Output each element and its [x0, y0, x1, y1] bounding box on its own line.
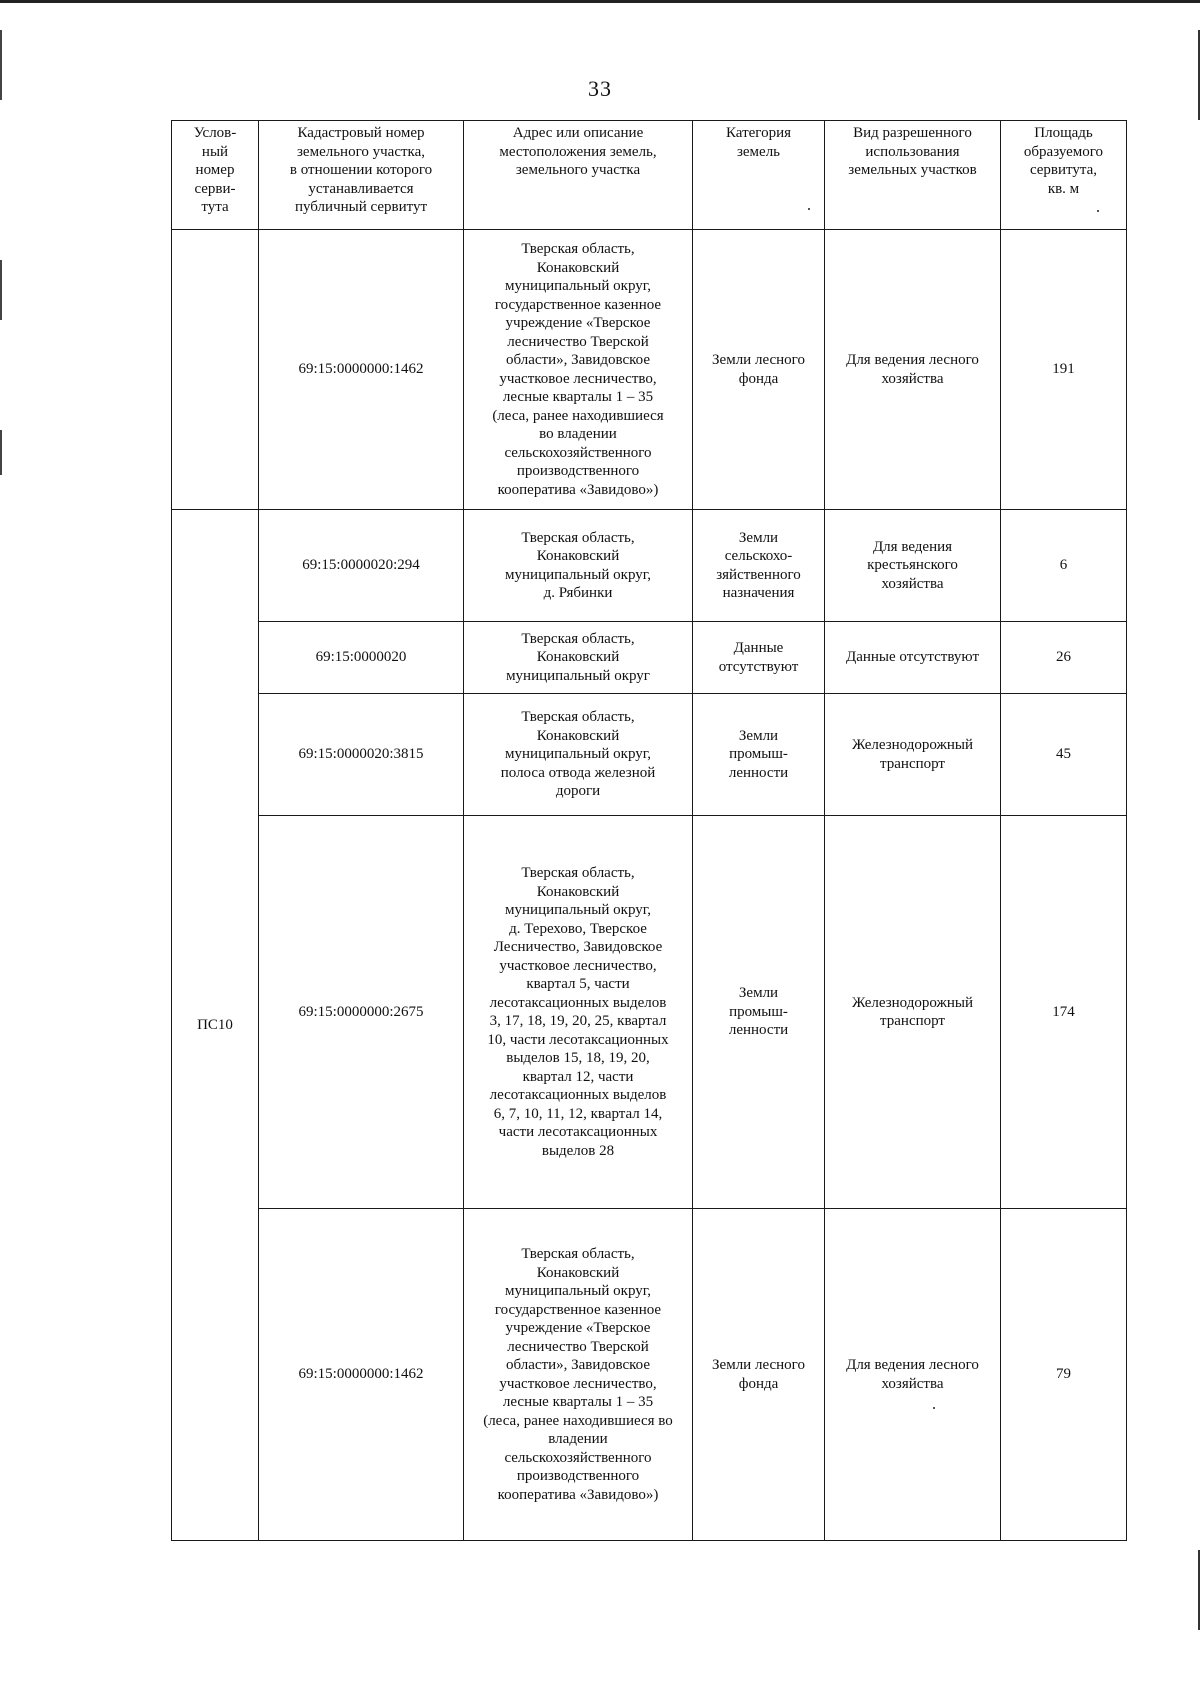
- cadastral-number-cell: 69:15:0000020: [259, 622, 464, 694]
- land-category-cell: Земли лесного фонда: [693, 230, 825, 510]
- header-cadastral-number: Кадастровый номер земельного участка, в отношении которого устанавливается публичный сервитут: [259, 121, 464, 230]
- header-land-category: Категория земель: [693, 121, 825, 230]
- header-address: Адрес или описание местоположения земель, земельного участка: [464, 121, 693, 230]
- land-category-cell: Земли промыш- ленности: [693, 694, 825, 816]
- permitted-use-cell: Данные отсутствуют: [825, 622, 1001, 694]
- servitude-area-cell: 45: [1001, 694, 1127, 816]
- address-cell: Тверская область, Конаковский муниципальный округ, д. Рябинки: [464, 510, 693, 622]
- header-servitude-area: Площадь образуемого сервитута, кв. м: [1001, 121, 1127, 230]
- scan-edge-left: [0, 260, 2, 320]
- table-row: [172, 510, 1127, 622]
- land-category-cell: Данные отсутствуют: [693, 622, 825, 694]
- address-cell: Тверская область, Конаковский муниципальный округ: [464, 622, 693, 694]
- table-row: [172, 1209, 1127, 1541]
- address-cell: Тверская область, Конаковский муниципальный округ, полоса отвода железной дороги: [464, 694, 693, 816]
- land-category-cell: Земли промыш- ленности: [693, 816, 825, 1209]
- servitude-number-cell: ПС10: [172, 510, 259, 1541]
- servitude-number-cell: [172, 230, 259, 510]
- cadastral-number-cell: 69:15:0000000:2675: [259, 816, 464, 1209]
- table-row: [172, 816, 1127, 1209]
- table-header-row: [172, 121, 1127, 230]
- cadastral-number-cell: 69:15:0000020:294: [259, 510, 464, 622]
- cadastral-number-cell: 69:15:0000000:1462: [259, 1209, 464, 1541]
- table-row: [172, 694, 1127, 816]
- permitted-use-cell: Для ведения крестьянского хозяйства: [825, 510, 1001, 622]
- servitude-area-cell: 79: [1001, 1209, 1127, 1541]
- permitted-use-cell: Для ведения лесного хозяйства: [825, 1209, 1001, 1541]
- land-category-cell: Земли сельскохо- зяйственного назначения: [693, 510, 825, 622]
- permitted-use-cell: Железнодорожный транспорт: [825, 816, 1001, 1209]
- scan-edge-top: [0, 0, 1200, 3]
- address-cell: Тверская область, Конаковский муниципальный округ, государственное казенное учреждение «Тверское лесничество Тверской области», Завидовское участковое лесничество, лесные кварталы 1 – 35 (леса, ранее находившиеся во владении сельскохозяйственного производственного кооператива «Завидово»): [464, 1209, 693, 1541]
- servitude-area-cell: 6: [1001, 510, 1127, 622]
- scan-speck: [1097, 210, 1099, 212]
- header-servitude-number: Услов- ный номер серви- тута: [172, 121, 259, 230]
- servitude-table: [171, 120, 1127, 1541]
- scan-speck: [808, 208, 810, 210]
- servitude-area-cell: 174: [1001, 816, 1127, 1209]
- permitted-use-cell: Для ведения лесного хозяйства: [825, 230, 1001, 510]
- scan-edge-left: [0, 430, 2, 475]
- header-permitted-use: Вид разрешенного использования земельных участков: [825, 121, 1001, 230]
- land-category-cell: Земли лесного фонда: [693, 1209, 825, 1541]
- servitude-area-cell: 191: [1001, 230, 1127, 510]
- table-row: [172, 230, 1127, 510]
- address-cell: Тверская область, Конаковский муниципальный округ, д. Терехово, Тверское Лесничество, Завидовское участковое лесничество, квартал 5, части лесотаксационных выделов 3, 17, 18, 19, 20, 25, квартал 10, части лесотаксационных выделов 15, 18, 19, 20, квартал 12, части лесотаксационных выделов 6, 7, 10, 11, 12, квартал 14, части лесотаксационных выделов 28: [464, 816, 693, 1209]
- cadastral-number-cell: 69:15:0000020:3815: [259, 694, 464, 816]
- page-number: 33: [588, 76, 612, 101]
- table-row: [172, 622, 1127, 694]
- servitude-area-cell: 26: [1001, 622, 1127, 694]
- permitted-use-cell: Железнодорожный транспорт: [825, 694, 1001, 816]
- cadastral-number-cell: 69:15:0000000:1462: [259, 230, 464, 510]
- address-cell: Тверская область, Конаковский муниципальный округ, государственное казенное учреждение «Тверское лесничество Тверской области», Завидовское участковое лесничество, лесные кварталы 1 – 35 (леса, ранее находившиеся во владении сельскохозяйственного производственного кооператива «Завидово»): [464, 230, 693, 510]
- scan-speck: [933, 1407, 935, 1409]
